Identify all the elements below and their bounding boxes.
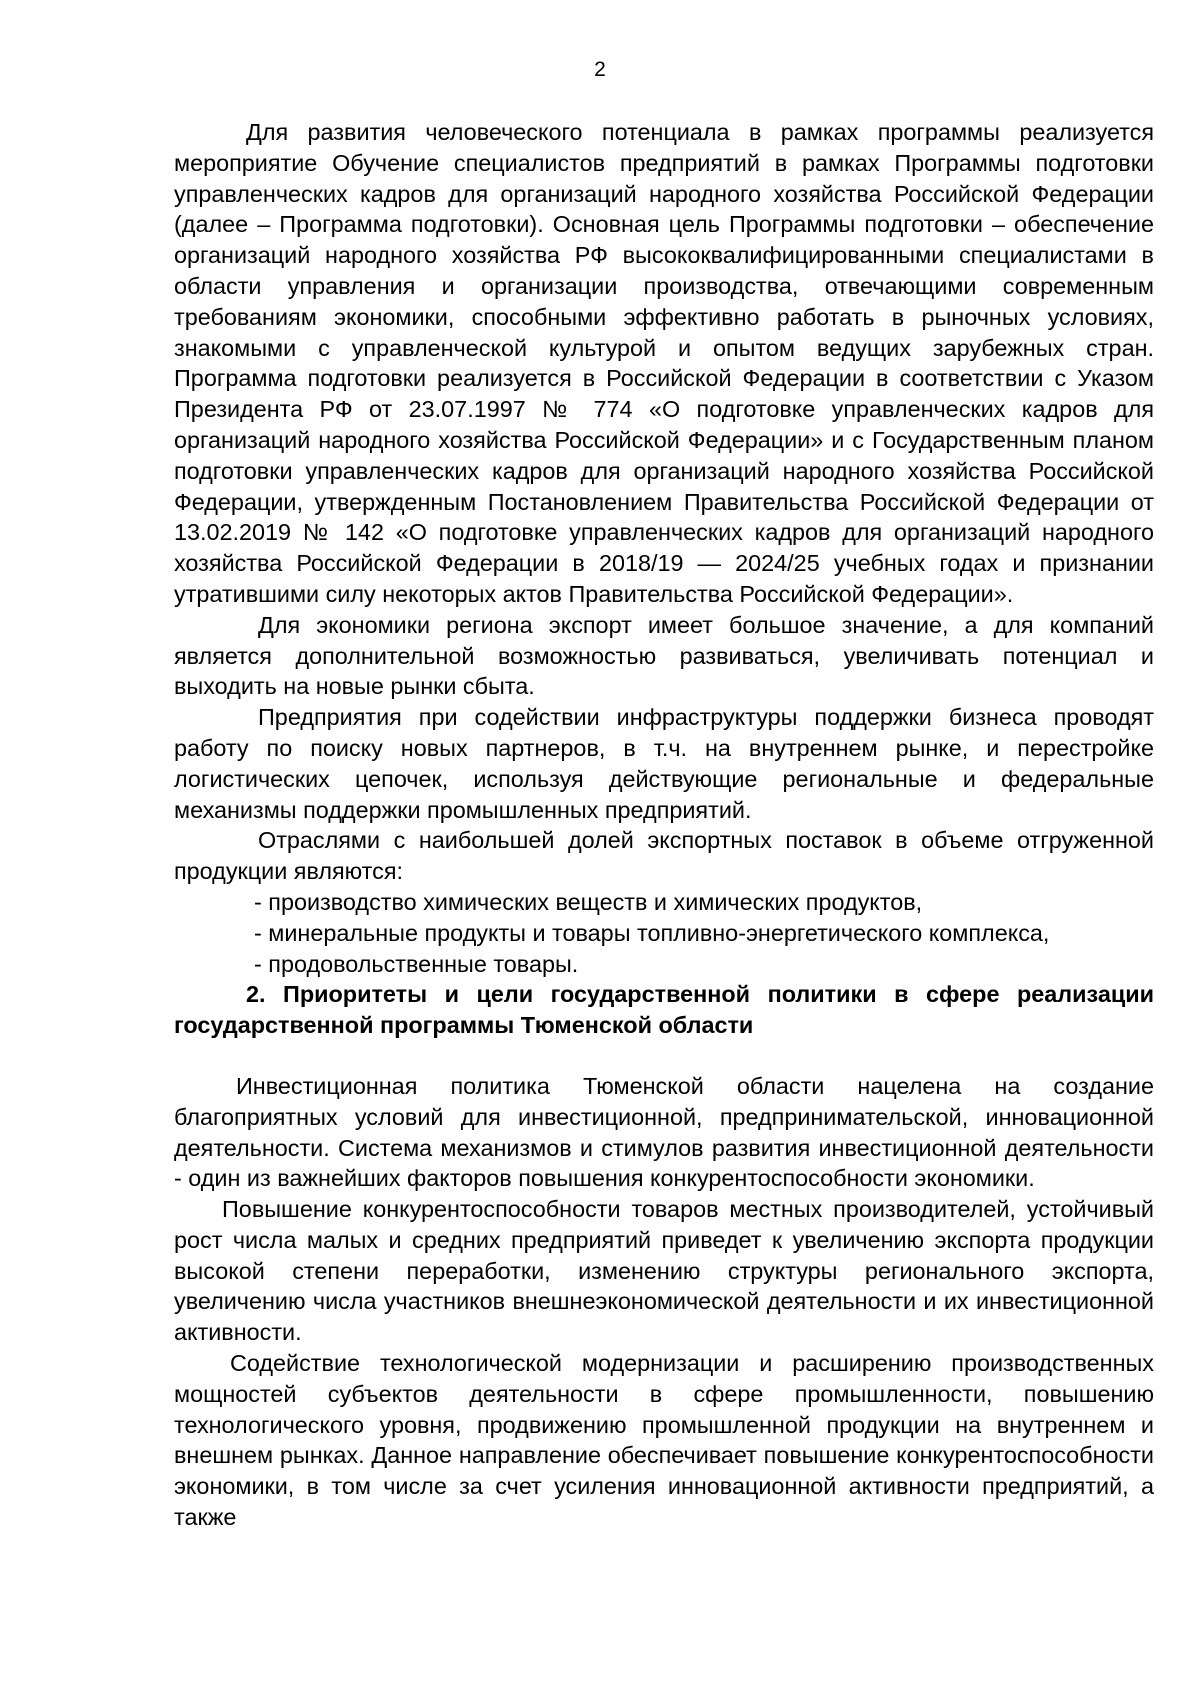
paragraph-competitiveness: Повышение конкурентоспособности товаров местных производителей, устойчивый рост числа малых и средних предприятий приведет к увеличению экспорта продукции высокой степени переработки, изменению структуры регионального экспорта, увеличению числа участников внешнеэкономической деятельности и их инвестиционной активности.	[174, 1196, 1154, 1346]
paragraph-technological-modernization: Содействие технологической модернизации и расширению производственных мощностей субъектов деятельности в сфере промышленности, повышению технологического уровня, продвижению промышленной продукции на внутреннем и внешнем рынках. Данное направление обеспечивает повышение конкурентоспособности экономики, в том числе за счет усиления инновационной активности предприятий, а также	[174, 1350, 1154, 1531]
paragraph-training-program: Для развития человеческого потенциала в рамках программы реализуется мероприятие Обучение специалистов предприятий в рамках Программы подготовки управленческих кадров для организаций народного хозяйства Российской Федерации (далее – Программа подготовки). Основная цель Программы подготовки – обеспечение организаций народного хозяйства РФ высококвалифицированными специалистами в области управления и организации производства, отвечающими современным требованиям экономики, способными эффективно работать в рыночных условиях, знакомыми с управленческой культурой и опытом ведущих зарубежных стран. Программа подготовки реализуется в Российской Федерации в соответствии с Указом Президента РФ от 23.07.1997 № 774 «О подготовке управленческих кадров для организаций народного хозяйства Российской Федерации» и с Государственным планом подготовки управленческих кадров для организаций народного хозяйства Российской Федерации, утвержденным Постановлением Правительства Российской Федерации от 13.02.2019 № 142 «О подготовке управленческих кадров для организаций народного хозяйства Российской Федерации в 2018/19 — 2024/25 учебных годах и признании утратившими силу некоторых актов Правительства Российской Федерации».	[174, 119, 1154, 607]
paragraph-export-importance: Для экономики региона экспорт имеет большое значение, а для компаний является дополнительной возможностью развиваться, увеличивать потенциал и выходить на новые рынки сбыта.	[174, 611, 1154, 700]
page-number: 2	[594, 58, 606, 81]
document-body	[174, 117, 1154, 1533]
section-heading: 2. Приоритеты и цели государственной политики в сфере реализации государственной программы Тюменской области	[174, 981, 1154, 1039]
paragraph-export-industries: Отраслями с наибольшей долей экспортных поставок в объеме отгруженной продукции являются:	[174, 827, 1154, 885]
list-item-chemicals: - производство химических веществ и химических продуктов,	[254, 888, 923, 915]
paragraph-business-infrastructure: Предприятия при содействии инфраструктуры поддержки бизнеса проводят работу по поиску новых партнеров, в т.ч. на внутреннем рынке, и перестройке логистических цепочек, используя действующие региональные и федеральные механизмы поддержки промышленных предприятий.	[174, 704, 1154, 823]
section-spacer	[174, 1041, 1154, 1071]
paragraph-investment-policy: Инвестиционная политика Тюменской области нацелена на создание благоприятных условий для инвестиционной, предпринимательской, инновационной деятельности. Система механизмов и стимулов развития инвестиционной деятельности - один из важнейших факторов повышения конкурентоспособности экономики.	[174, 1072, 1154, 1192]
list-item-minerals-fuel: - минеральные продукты и товары топливно-энергетического комплекса,	[254, 919, 1050, 946]
list-item-food-products: - продовольственные товары.	[254, 950, 579, 977]
